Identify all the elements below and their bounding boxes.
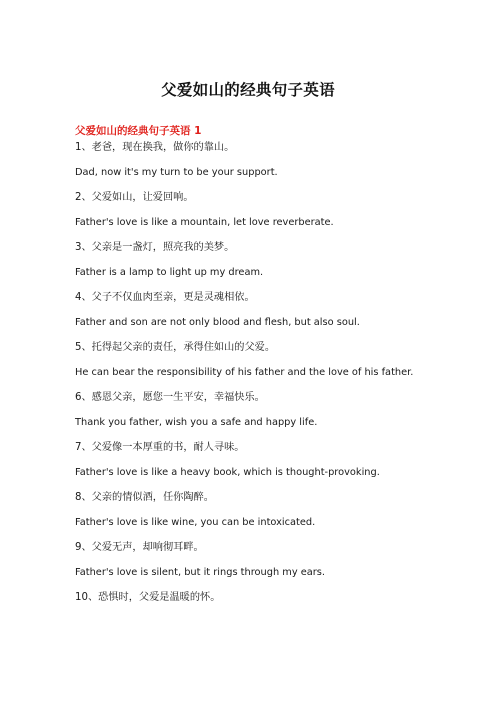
sentence-en-2: Father's love is like a mountain, let love reverberate. bbox=[75, 217, 334, 228]
document-title: 父爱如山的经典句子英语 bbox=[161, 81, 335, 99]
sentence-zh-8: 8、父亲的情似酒，任你陶醉。 bbox=[75, 492, 214, 503]
sentence-zh-3: 3、父亲是一盏灯，照亮我的美梦。 bbox=[75, 242, 235, 253]
sentence-zh-2: 2、父爱如山，让爱回响。 bbox=[75, 192, 194, 203]
sentence-zh-6: 6、感恩父亲，愿您一生平安，幸福快乐。 bbox=[75, 392, 265, 403]
sentence-en-9: Father's love is silent, but it rings through my ears. bbox=[75, 567, 326, 578]
sentence-en-5: He can bear the responsibility of his father and the love of his father. bbox=[75, 367, 414, 378]
sentence-zh-7: 7、父爱像一本厚重的书，耐人寻味。 bbox=[75, 442, 245, 453]
sentence-en-7: Father's love is like a heavy book, which is thought-provoking. bbox=[75, 467, 380, 478]
sentence-zh-9: 9、父爱无声，却响彻耳畔。 bbox=[75, 542, 204, 553]
section-heading: 父爱如山的经典句子英语 1 bbox=[75, 125, 202, 137]
sentence-en-1: Dad, now it's my turn to be your support. bbox=[75, 167, 278, 178]
sentence-zh-1: 1、老爸，现在换我，做你的靠山。 bbox=[75, 142, 235, 153]
sentence-en-4: Father and son are not only blood and flesh, but also soul. bbox=[75, 317, 360, 328]
sentence-zh-5: 5、托得起父亲的责任，承得住如山的父爱。 bbox=[75, 342, 276, 353]
sentence-en-6: Thank you father, wish you a safe and happy life. bbox=[75, 417, 318, 428]
sentence-en-3: Father is a lamp to light up my dream. bbox=[75, 267, 264, 278]
sentence-zh-4: 4、父子不仅血肉至亲，更是灵魂相依。 bbox=[75, 292, 255, 303]
sentence-en-8: Father's love is like wine, you can be intoxicated. bbox=[75, 517, 316, 528]
sentence-zh-10: 10、恐惧时，父爱是温暖的怀。 bbox=[75, 592, 221, 603]
